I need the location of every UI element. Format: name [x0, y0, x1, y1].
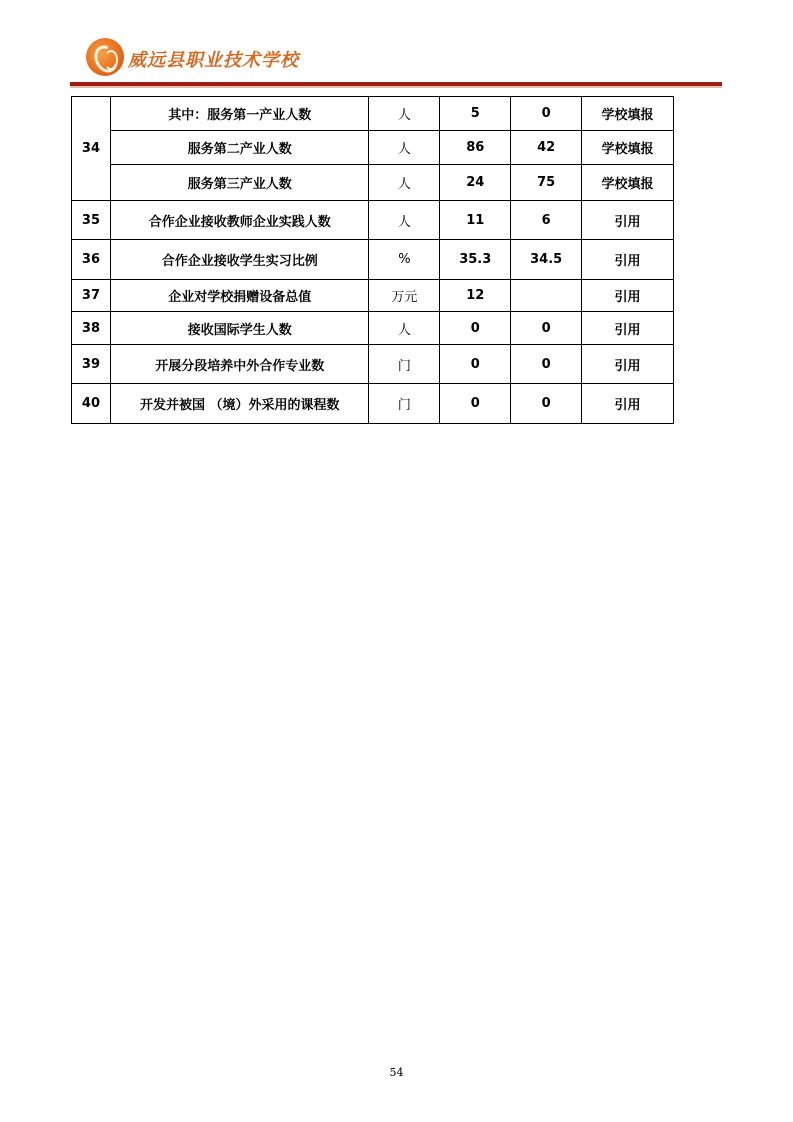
table-row — [72, 201, 674, 240]
value-2: 0 — [511, 384, 582, 424]
indicator-table — [71, 96, 674, 424]
indicator-name: 服务第三产业人数 — [110, 165, 369, 201]
table-row — [72, 345, 674, 384]
row-number: 35 — [72, 201, 111, 240]
value-2: 6 — [511, 201, 582, 240]
table-row — [72, 384, 674, 424]
indicator-name: 其中：服务第一产业人数 — [110, 97, 369, 131]
row-number: 38 — [72, 312, 111, 345]
unit: 门 — [369, 345, 440, 384]
value-1: 35.3 — [440, 240, 511, 280]
value-2 — [511, 280, 582, 312]
value-2: 42 — [511, 131, 582, 165]
unit: 万元 — [369, 280, 440, 312]
header-rule-shadow — [70, 86, 722, 88]
unit: 人 — [369, 201, 440, 240]
row-number: 37 — [72, 280, 111, 312]
data-source: 学校填报 — [582, 131, 674, 165]
value-1: 5 — [440, 97, 511, 131]
value-2: 0 — [511, 97, 582, 131]
unit: 门 — [369, 384, 440, 424]
unit: 人 — [369, 165, 440, 201]
indicator-name: 合作企业接收教师企业实践人数 — [110, 201, 369, 240]
row-number: 36 — [72, 240, 111, 280]
indicator-name: 开发并被国 （境）外采用的课程数 — [110, 384, 369, 424]
data-source: 学校填报 — [582, 165, 674, 201]
page-number: 54 — [389, 1066, 404, 1079]
table-row — [72, 165, 674, 201]
data-source: 学校填报 — [582, 97, 674, 131]
value-1: 0 — [440, 384, 511, 424]
table-row — [72, 312, 674, 345]
value-2: 75 — [511, 165, 582, 201]
row-number: 40 — [72, 384, 111, 424]
unit: 人 — [369, 312, 440, 345]
value-1: 86 — [440, 131, 511, 165]
value-1: 12 — [440, 280, 511, 312]
value-1: 0 — [440, 312, 511, 345]
indicator-name: 接收国际学生人数 — [110, 312, 369, 345]
page-header — [70, 38, 722, 90]
indicator-name: 合作企业接收学生实习比例 — [110, 240, 369, 280]
value-2: 0 — [511, 312, 582, 345]
table-row — [72, 280, 674, 312]
row-number: 34 — [72, 97, 111, 201]
value-1: 0 — [440, 345, 511, 384]
table-row — [72, 240, 674, 280]
school-name: 威远县职业技术学校 — [128, 50, 299, 71]
indicator-name: 开展分段培养中外合作专业数 — [110, 345, 369, 384]
unit: % — [369, 240, 440, 280]
data-source: 引用 — [582, 345, 674, 384]
data-source: 引用 — [582, 201, 674, 240]
value-2: 34.5 — [511, 240, 582, 280]
data-source: 引用 — [582, 312, 674, 345]
data-source: 引用 — [582, 384, 674, 424]
table-row — [72, 131, 674, 165]
indicator-name: 服务第二产业人数 — [110, 131, 369, 165]
value-1: 11 — [440, 201, 511, 240]
data-source: 引用 — [582, 280, 674, 312]
school-logo-icon — [86, 38, 124, 76]
unit: 人 — [369, 131, 440, 165]
value-1: 24 — [440, 165, 511, 201]
indicator-name: 企业对学校捐赠设备总值 — [110, 280, 369, 312]
row-number: 39 — [72, 345, 111, 384]
unit: 人 — [369, 97, 440, 131]
data-source: 引用 — [582, 240, 674, 280]
table-row — [72, 97, 674, 131]
value-2: 0 — [511, 345, 582, 384]
